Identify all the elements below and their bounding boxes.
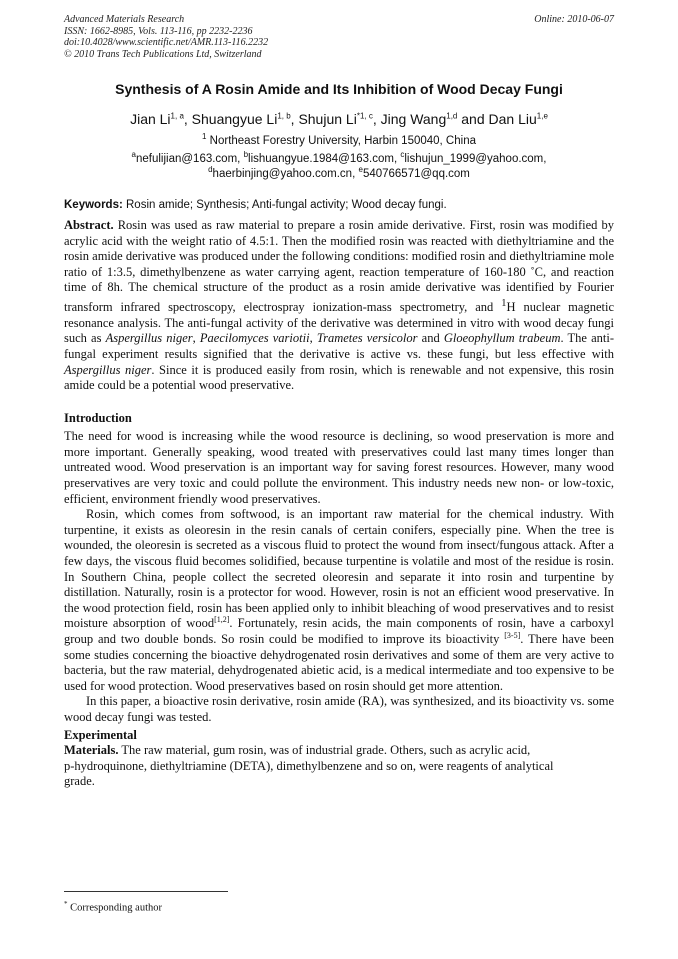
email-list [64,152,614,182]
abstract-text: Rosin was used as raw material to prepare a rosin amide derivative. First, rosin was modified by acrylic acid with the weight ratio of 4.5:1. Then the modified rosin was reacted with diethyltriamine and the rosin amide derivative was produced under the following conditions: modified rosin and diethyltriamine mole ratio of 1:3.5, dimethylbenzene as water carrying agent, reaction temperature of 160-180 ˚C, and reaction time of 8h. The chemical structure of the product as a rosin amide derivative was identified by Fourier transform infrared spectroscopy, electrospray ionization-mass spectrometry, and [64,218,614,315]
email-link[interactable]: nefulijian@163.com, [135,153,244,165]
issn-line: ISSN: 1662-8985, Vols. 113-116, pp 2232-2236 [64,25,253,37]
keywords-text: Rosin amide; Synthesis; Anti-fungal activity; Wood decay fungi. [122,199,447,211]
author-name: Shuangyue Li [191,111,278,127]
copyright-line: © 2010 Trans Tech Publications Ltd, Switzerland [64,48,262,60]
author-sup: 1, a [170,111,184,121]
email-line-2 [64,167,614,182]
species-name: Paecilomyces variotii [199,331,310,346]
online-date: Online: 2010-06-07 [534,14,614,25]
materials-line-2: p-hydroquinone, diethyltriamine (DETA), dimethylbenzene and so on, were reagents of analytical [64,758,554,773]
affiliation-text: Northeast Forestry University, Harbin 150040, China [206,135,476,147]
email-sup: a [131,150,136,160]
email-link[interactable]: haerbinjing@yahoo.com.cn, [212,168,359,180]
paragraph-text: . Fortunately, resin acids, the main components of rosin, have a carboxyl group and two double bonds. So rosin could be modified to improve its bioactivity [64,616,614,646]
footnote-rule [64,891,228,892]
author-sep: , [290,111,299,127]
author-sup: *1, c [356,111,373,121]
abstract-text: H nuclear magnetic resonance analysis. The anti-fungal activity of the derivative was determined in vitro with wood decay fungi such as [64,300,614,346]
author-name: Jian Li [130,111,171,127]
email-line-1 [64,152,614,167]
superscript: 1 [501,297,507,309]
doi-line: doi:10.4028/www.scientific.net/AMR.113-116.2232 [64,37,269,49]
species-name: Aspergillus niger [105,331,193,346]
materials-line-3: grade. [64,774,95,789]
author-sup: 1,d [446,111,458,121]
intro-paragraph-1: The need for wood is increasing while the wood resource is declining, so wood preservation is more and more important. Generally speaking, wood treated with preservatives could last many times longer than untreated wood. Wood preservation is an important way for saving forest resources. However, many wood preservatives are very toxic and could pollute the environment. This industry needs new non- or low-toxic, efficient, environment friendly wood preservatives. [64,429,614,506]
intro-paragraph-3: In this paper, a bioactive rosin derivative, rosin amide (RA), was synthesized, and its bioactivity vs. some wood decay fungi was tested. [64,694,614,724]
species-name: Gloeophyllum trabeum [443,331,561,346]
author-list [64,110,614,128]
author-sep: and [457,111,489,127]
author-sep: , [372,111,381,127]
abstract-text: and [417,331,444,346]
footnote [64,898,162,915]
abstract-label: Abstract. [64,218,114,232]
keywords-label: Keywords: [64,199,123,211]
author-sup: 1, b [277,111,291,121]
email-sup: b [243,150,249,160]
species-name: Trametes versicolor [316,331,418,346]
affiliation [64,134,614,148]
email-link[interactable]: lishuangyue.1984@163.com, [248,153,401,165]
journal-header [64,14,614,64]
email-link[interactable]: 540766571@qq.com [362,168,470,180]
author-name: Shujun Li [298,111,357,127]
author-name: Dan Liu [488,111,537,127]
section-heading-introduction: Introduction [64,410,132,425]
abstract-text: . Since it is produced easily from rosin, which is renewable and not expensive, this rosin amide could be a potential wood preservative. [64,362,614,393]
abstract-text: , [309,331,317,346]
abstract-text: . The anti-fungal experiment results signified that the derivative is active vs. these fungi, but less effective with [64,331,614,361]
materials-line-1 [64,743,614,759]
email-sup: e [358,165,363,175]
affiliation-sup: 1 [202,132,207,142]
author-name: Jing Wang [380,111,447,127]
materials-paragraph [64,743,614,790]
abstract-text: , [192,331,200,346]
paper-page [64,14,614,790]
journal-name: Advanced Materials Research [64,14,185,25]
keywords [64,198,614,212]
email-sup: c [400,150,405,160]
paper-title: Synthesis of A Rosin Amide and Its Inhibition of Wood Decay Fungi [115,81,563,97]
materials-label: Materials. [64,743,119,758]
email-link[interactable]: lishujun_1999@yahoo.com, [404,153,547,165]
footnote-text: Corresponding author [67,902,162,914]
section-heading-experimental: Experimental [64,727,137,742]
paragraph-text: . There have been some studies concerning the bioactive dehydrogenated rosin derivatives and some of them are very active to bacteria, but the raw material, dehydrogenated abietic acid, is a medical intermediate and too expensive to be used for wood protection. Wood preservatives based on rosin should get more attention. [64,632,614,693]
author-sep: , [183,111,192,127]
species-name: Aspergillus niger [64,362,152,377]
paragraph-text: Rosin, which comes from softwood, is an important raw material for the chemical industry. With turpentine, it exists as oleoresin in the resin canals of certain conifers, especially pine. When the tree is wounded, the oleoresin is secreted as a viscous fluid to protect the wound from insect/fungous attack. After a few days, the viscous fluid becomes solidified, because turpentine is volatile and most of the residue is rosin. In Southern China, people collect the secreted oleoresin and separate it into rosin and turpentine by distillation. Naturally, rosin is a protector for wood. However, rosin is not an efficient wood preservative. In the wood protection field, rosin has been applied only to inhibit bleaching of wood preservatives and to resist moisture absorption of wood [64,507,614,631]
abstract [64,218,614,394]
author-sup: 1,e [536,111,548,121]
citation-ref[interactable]: [1,2] [214,615,230,625]
paragraph-text: The raw material, gum rosin, was of industrial grade. Others, such as acrylic acid, [118,743,531,758]
citation-ref[interactable]: [3-5] [504,630,521,640]
email-sup: d [208,165,213,175]
footnote-mark: * [64,900,68,908]
intro-paragraph-2 [64,507,614,694]
